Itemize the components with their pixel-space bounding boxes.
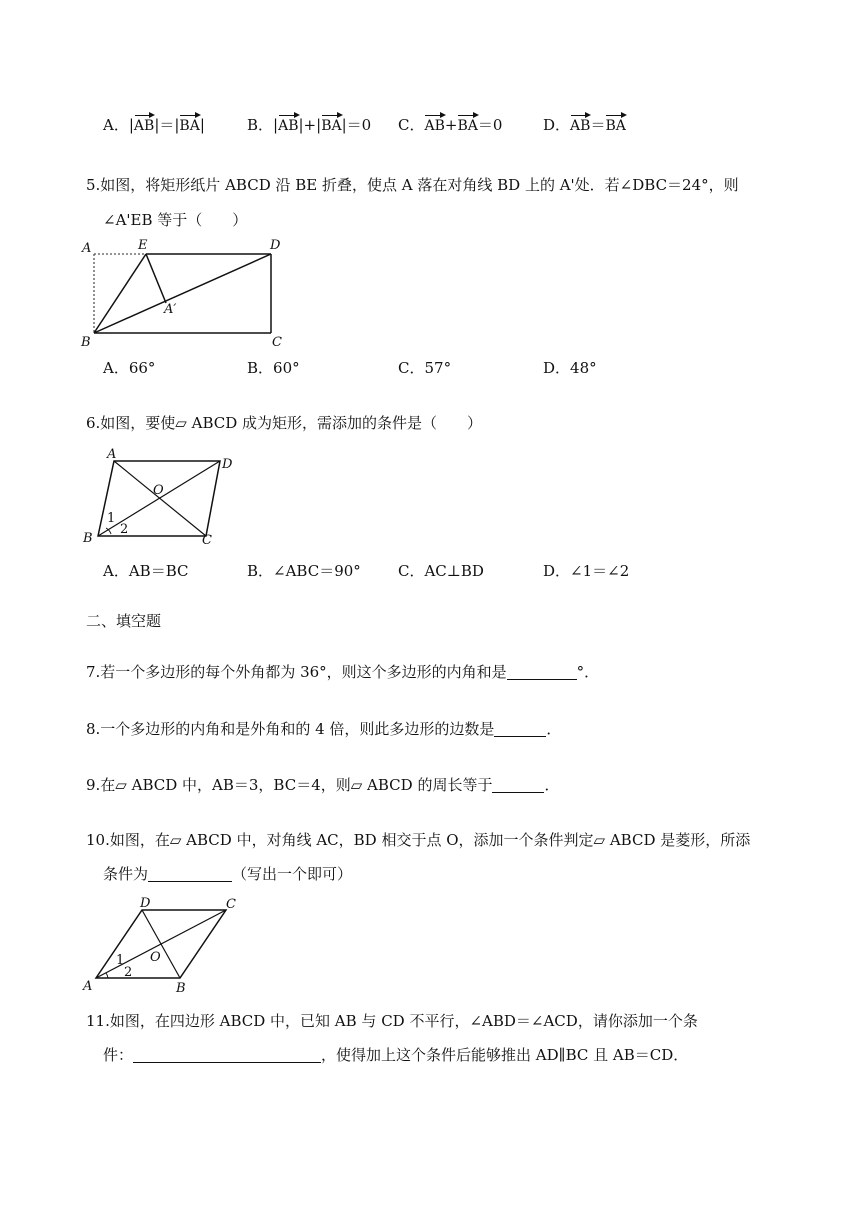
q6-option-a: A．AB＝BC: [103, 562, 189, 580]
q6-option-b: B．∠ABC＝90°: [247, 562, 361, 580]
label-e: E: [138, 238, 148, 253]
label-b: B: [176, 981, 186, 996]
abs-bar: |: [273, 116, 279, 134]
equals-sign: ＝: [590, 116, 606, 134]
label-o: O: [153, 483, 164, 498]
answer-blank: [148, 867, 232, 882]
label-c: C: [202, 533, 212, 548]
q5-option-b: B．60°: [247, 359, 300, 377]
q10-text: 条件为: [103, 865, 149, 883]
q6-option-d: D．∠1＝∠2: [543, 562, 630, 580]
q10-line2: [103, 867, 352, 882]
vector-ab: AB: [570, 118, 591, 134]
q7: [86, 665, 599, 680]
q5-line1: 5.如图，将矩形纸片 ABCD 沿 BE 折叠，使点 A 落在对角线 BD 上的 A'处．若∠DBC＝24°，则: [86, 176, 739, 194]
label-c: C: [272, 335, 282, 350]
option-label: B．: [247, 116, 274, 134]
q11-line1: 11.如图，在四边形 ABCD 中，已知 AB 与 CD 不平行，∠ABD＝∠ACD，请你添加一个条: [86, 1012, 698, 1030]
q5-option-c: C．57°: [398, 359, 452, 377]
q4-option-d: [543, 118, 626, 133]
q9: [86, 778, 559, 793]
q11-text: 件：: [103, 1046, 134, 1064]
label-o: O: [150, 950, 161, 965]
q4-option-c: [398, 118, 502, 133]
label-c: C: [226, 897, 236, 912]
abs-bar: |: [199, 116, 205, 134]
option-label: A．: [103, 116, 129, 134]
q6-line1: 6.如图，要使▱ ABCD 成为矩形，需添加的条件是（ ）: [86, 414, 483, 432]
abs-plus: |+|: [298, 116, 322, 134]
label-b: B: [81, 335, 91, 350]
equals-zero: ＝0: [477, 116, 503, 134]
q5-line2: ∠A'EB 等于（ ）: [103, 211, 248, 229]
q11-conclusion: ，使得加上这个条件后能够推出 AD∥BC 且 AB＝CD．: [321, 1046, 689, 1064]
q7-unit: °．: [576, 663, 600, 681]
q6-figure: [78, 442, 248, 548]
answer-blank: [507, 665, 577, 680]
q11-line2: [103, 1048, 688, 1063]
label-angle-1: 1: [116, 953, 125, 968]
vector-ab: AB: [133, 118, 155, 134]
plus-sign: +: [444, 116, 458, 134]
q5-option-a: A．66°: [103, 359, 156, 377]
label-a: A: [83, 979, 93, 994]
label-d: D: [222, 457, 233, 472]
q5-option-d: D．48°: [543, 359, 597, 377]
q9-text: 9.在▱ ABCD 中，AB＝3，BC＝4，则▱ ABCD 的周长等于: [86, 776, 493, 794]
label-a: A: [82, 241, 92, 256]
vector-ba: BA: [457, 118, 478, 134]
answer-blank: [492, 778, 544, 793]
label-d: D: [270, 238, 281, 253]
label-a-prime: A′: [164, 302, 177, 317]
label-angle-2: 2: [120, 522, 129, 537]
section-title: 二、填空题: [86, 612, 162, 630]
q10-line1: 10.如图，在▱ ABCD 中，对角线 AC，BD 相交于点 O，添加一个条件判定▱ ABCD 是菱形，所添: [86, 831, 751, 849]
option-label: D．: [543, 116, 571, 134]
q6-option-c: C．AC⊥BD: [398, 562, 484, 580]
diagonal-bd: [98, 461, 220, 536]
vector-ab: AB: [424, 118, 445, 134]
q8-end: ．: [546, 720, 562, 738]
abs-bar: |: [128, 116, 134, 134]
q7-text: 7.若一个多边形的每个外角都为 36°，则这个多边形的内角和是: [86, 663, 507, 681]
answer-blank: [494, 722, 546, 737]
label-b: B: [83, 531, 93, 546]
label-d: D: [140, 896, 151, 911]
q10-figure: [78, 894, 248, 998]
label-angle-1: 1: [107, 511, 116, 526]
q5-figure: [78, 236, 298, 350]
abs-equal: |＝|: [154, 116, 180, 134]
diagonal-bd: [142, 910, 180, 978]
segment-ea-prime: [146, 254, 166, 303]
vector-ab: AB: [278, 118, 299, 134]
q10-note: （写出一个即可）: [232, 865, 353, 883]
abs-end: |＝0: [341, 116, 372, 134]
label-a: A: [107, 447, 117, 462]
label-angle-2: 2: [124, 965, 133, 980]
option-label: C．: [398, 116, 425, 134]
vector-ba: BA: [605, 118, 626, 134]
q9-end: ．: [544, 776, 560, 794]
q8: [86, 722, 561, 737]
vector-ba: BA: [321, 118, 342, 134]
q4-option-b: [247, 118, 371, 133]
q4-option-a: [103, 118, 205, 133]
q8-text: 8.一个多边形的内角和是外角和的 4 倍，则此多边形的边数是: [86, 720, 495, 738]
vector-ba: BA: [179, 118, 200, 134]
answer-blank: [133, 1048, 321, 1063]
